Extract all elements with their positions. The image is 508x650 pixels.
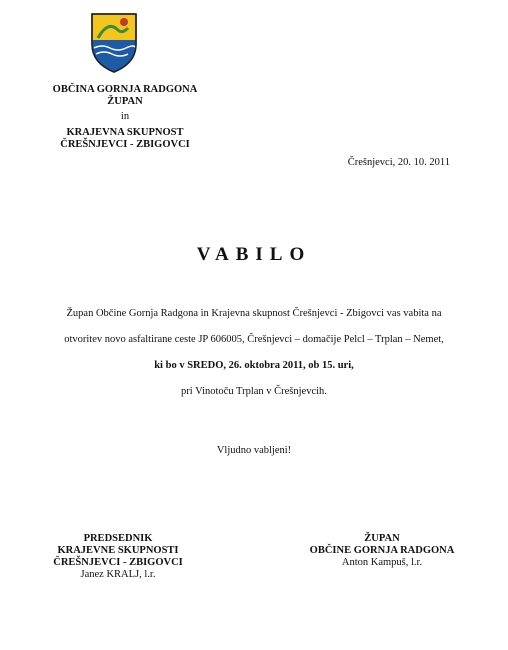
- community-name-line1: KRAJEVNA SKUPNOST: [66, 127, 184, 138]
- signature-right-name: Anton Kampuš, l.r.: [341, 557, 423, 568]
- coat-of-arms-icon: [88, 10, 140, 74]
- body-line-1: Župan Občine Gornja Radgona in Krajevna skupnost Črešnjevci - Zbigovci vas vabita na: [66, 308, 442, 319]
- signature-left-title2: KRAJEVNE SKUPNOSTI: [57, 545, 179, 556]
- closing-text: Vljudno vabljeni!: [216, 445, 292, 456]
- signature-left-title1: PREDSEDNIK: [83, 533, 153, 544]
- body-line-3: ki bo v SREDO, 26. oktobra 2011, ob 15. uri,: [154, 360, 354, 371]
- municipality-name: OBČINA GORNJA RADGONA: [52, 84, 198, 95]
- signature-right-title2: OBČINE GORNJA RADGONA: [309, 545, 455, 556]
- signature-left-title3: ČREŠNJEVCI - ZBIGOVCI: [53, 557, 183, 568]
- signature-right: [282, 533, 482, 569]
- body-line-2: otvoritev novo asfaltirane ceste JP 606005, Črešnjevci – domačije Pelcl – Trplan – Nemet,: [64, 334, 444, 345]
- signature-left-name: Janez KRALJ, l.r.: [80, 569, 156, 580]
- community-name-line2: ČREŠNJEVCI - ZBIGOVCI: [60, 139, 190, 150]
- letter-date: Črešnjevci, 20. 10. 2011: [347, 157, 450, 168]
- body-line-4: pri Vinotoču Trplan v Črešnjevcih.: [181, 386, 327, 397]
- document-title: VABILO: [196, 244, 312, 265]
- signature-left: [18, 533, 218, 581]
- municipality-role: ŽUPAN: [107, 96, 143, 107]
- header-conjunction: in: [120, 111, 130, 122]
- signature-right-title1: ŽUPAN: [364, 533, 400, 544]
